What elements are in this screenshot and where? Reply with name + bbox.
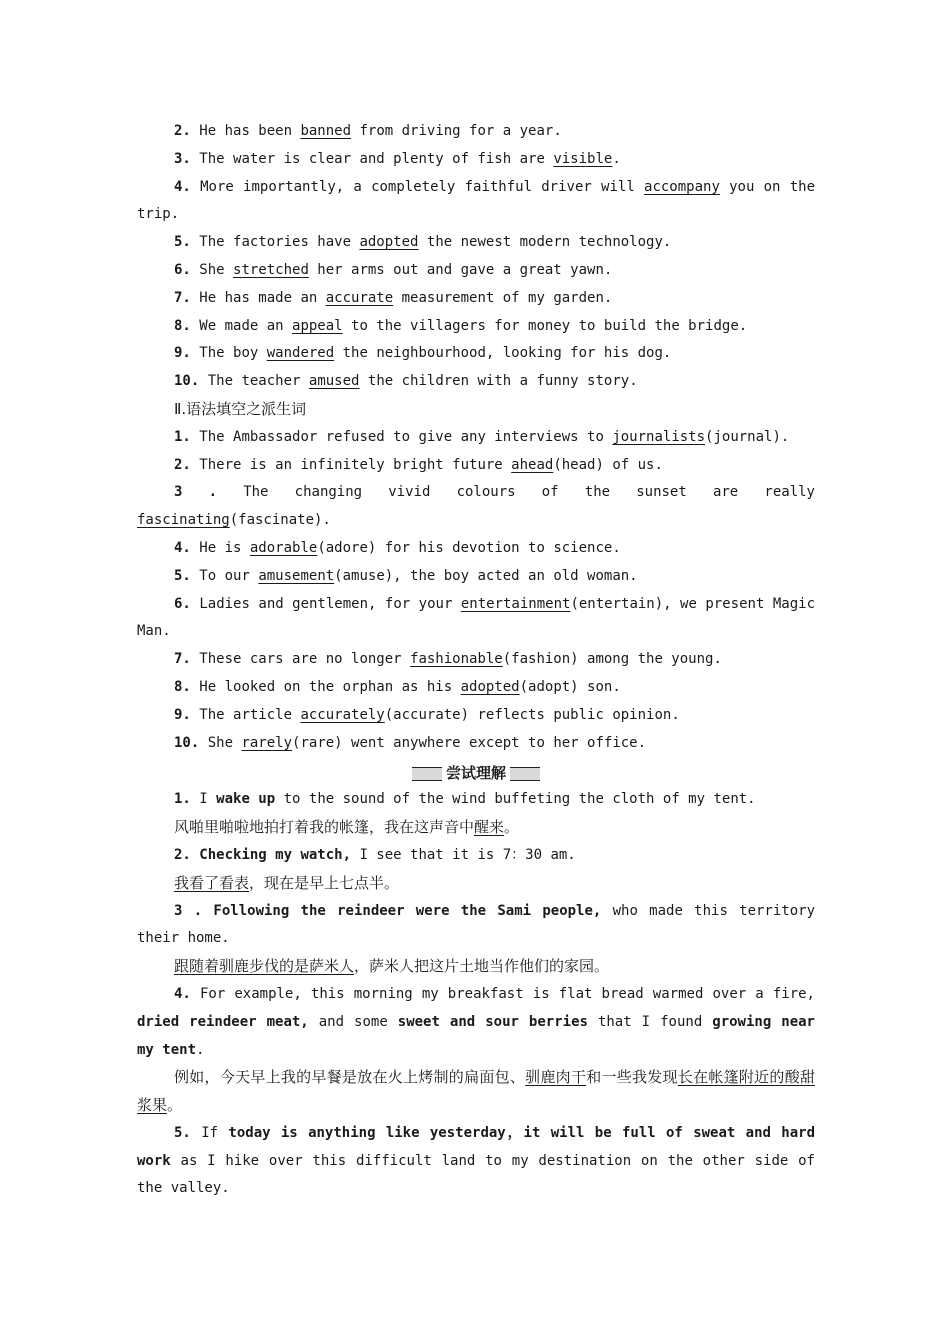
answer: accurately: [300, 706, 385, 723]
document-page: [137, 118, 815, 1203]
translation-1: 风啪里啪啦地拍打着我的帐篷，我在这声音中醒来。: [174, 818, 520, 837]
section-heading: 尝试理解: [442, 764, 510, 782]
list-item: 10. She rarely(rare) went anywhere except to her office.: [174, 734, 647, 751]
list-item: 2. There is an infinitely bright future ahead(head) of us.: [174, 456, 663, 473]
sentence-1: 1. I wake up to the sound of the wind buffeting the cloth of my tent.: [174, 791, 756, 808]
answer: visible: [553, 150, 613, 167]
translation-4: 例如，今天早上我的早餐是放在火上烤制的扁面包、驯鹿肉干和一些我发现长在帐篷附近的酸甜浆果。: [137, 1068, 815, 1115]
section-title: Ⅱ.语法填空之派生词: [174, 399, 307, 418]
answer: ahead: [511, 456, 554, 473]
banner-frame: [412, 763, 540, 783]
list-item: 3. The water is clear and plenty of fish are visible.: [174, 150, 621, 167]
list-item: 9. The boy wandered the neighbourhood, looking for his dog.: [174, 345, 672, 362]
list-item: 5. To our amusement(amuse), the boy acted an old woman.: [174, 567, 638, 584]
answer: adopted: [359, 234, 419, 251]
list-item: 8. He looked on the orphan as his adopted(adopt) son.: [174, 678, 621, 695]
answer: adorable: [249, 539, 318, 556]
list-item: 9. The article accurately(accurate) reflects public opinion.: [174, 706, 680, 723]
part1-list: [137, 118, 815, 396]
answer: journalists: [612, 428, 706, 445]
list-item: 7. These cars are no longer fashionable(fashion) among the young.: [174, 651, 722, 668]
answer: rarely: [241, 734, 293, 751]
answer: stretched: [233, 261, 309, 278]
list-item: 4. He is adorable(adore) for his devotion to science.: [174, 539, 621, 556]
part2-list: [137, 424, 815, 758]
list-item: 3 . The changing vivid colours of the sunset are really fascinating(fascinate).: [137, 484, 815, 529]
list-item: 7. He has made an accurate measurement of my garden.: [174, 289, 613, 306]
answer: entertainment: [460, 595, 571, 612]
list-item: 1. The Ambassador refused to give any interviews to journalists(journal).: [174, 428, 790, 445]
list-item: 4. More importantly, a completely faithful driver will accompany you on the trip.: [137, 178, 815, 223]
list-item: 5. The factories have adopted the newest modern technology.: [174, 234, 672, 251]
list-item: 2. He has been banned from driving for a year.: [174, 123, 562, 139]
answer: appeal: [292, 317, 343, 334]
translation-3: 跟随着驯鹿步伐的是萨米人，萨米人把这片土地当作他们的家园。: [174, 957, 610, 976]
answer: accompany: [644, 178, 720, 195]
list-item: 10. The teacher amused the children with a funny story.: [174, 373, 638, 390]
sentence-5: 5. If today is anything like yesterday，it will be full of sweat and hard work as I hike over this difficult land to my destination on the other side of the valley.: [137, 1124, 815, 1197]
answer: accurate: [325, 289, 394, 306]
translation-2: 我看了看表，现在是早上七点半。: [174, 873, 400, 892]
list-item: 6. She stretched her arms out and gave a great yawn.: [174, 261, 613, 278]
list-item: 8. We made an appeal to the villagers for money to build the bridge.: [174, 317, 748, 334]
sentence-4: 4. For example, this morning my breakfast is flat bread warmed over a fire, dried reindeer meat, and some sweet and sour berries that I found growing near my tent.: [137, 985, 815, 1058]
answer: amusement: [258, 567, 335, 584]
answer: adopted: [460, 678, 520, 695]
list-item: 6. Ladies and gentlemen, for your entertainment(entertain), we present Magic Man.: [137, 595, 816, 640]
answer: fascinating: [137, 512, 230, 529]
answer: banned: [300, 123, 352, 139]
sentence-3: 3 . Following the reindeer were the Sami people, who made this territory their home.: [137, 902, 815, 947]
section-banner: [137, 757, 815, 786]
answer: wandered: [266, 345, 335, 362]
answer: amused: [308, 373, 360, 390]
answer: fashionable: [410, 651, 503, 668]
sentence-2: 2. Checking my watch, I see that it is 7：30 am.: [174, 846, 576, 863]
